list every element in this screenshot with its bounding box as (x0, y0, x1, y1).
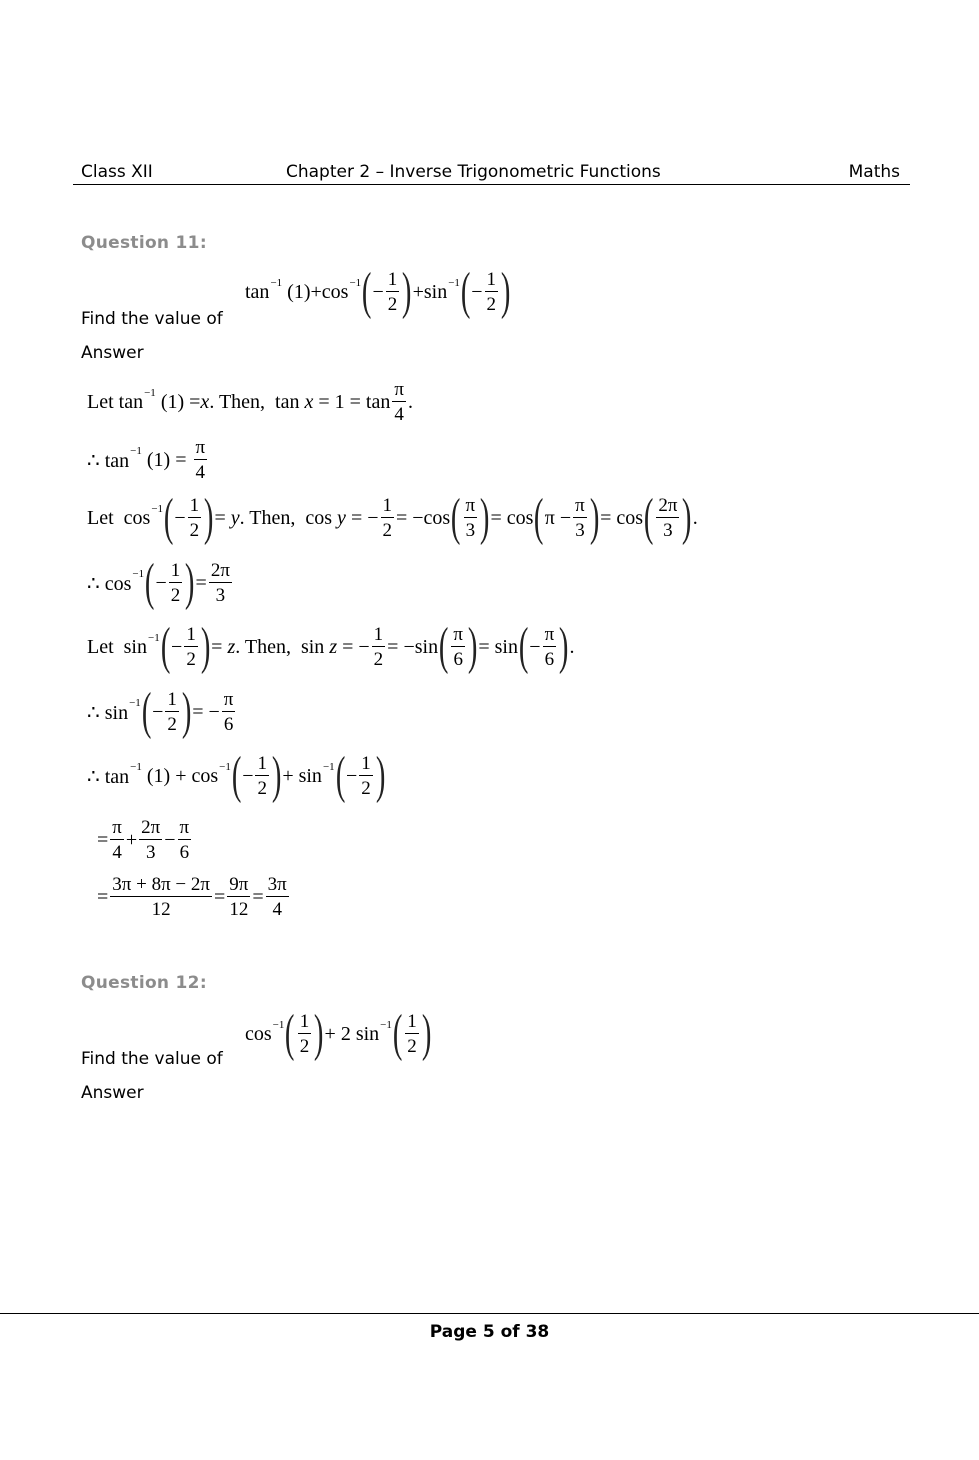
inverse-superscript: −1 (448, 277, 460, 289)
q11-answer-label: Answer (81, 343, 144, 363)
q11-step-3: Let cos −1 ( − $\frac{1}{2}$ ) = y . Then, cos y = − $\frac{1}{2}$ = −cos ( $\frac{\pi}{3}$ ) = cos ( π − $\frac{\pi}{3}$ ) = cos ( $\frac{2\pi}{3}$ ) . (87, 489, 698, 546)
q11-step-5: Let sin −1 ( − $\frac{1}{2}$ ) = z . Then, sin z = − $\frac{1}{2}$ = −sin ( $\frac{\pi}{6}$ ) = sin ( − $\frac{\pi}{6}$ ) . (87, 618, 575, 675)
plus-sign: + (310, 280, 322, 303)
q12-prompt: Find the value of (81, 1049, 223, 1069)
header-chapter: Chapter 2 – Inverse Trigonometric Functions (286, 162, 661, 182)
header-class: Class XII (81, 162, 153, 182)
paren-close: ) (402, 263, 412, 320)
page-number: Page 5 of 38 (429, 1322, 550, 1342)
q11-step-7: ∴ tan −1 (1) + cos −1 ( − $\frac{1}{2}$ ) + sin −1 ( − $\frac{1}{2}$ ) (87, 747, 386, 804)
cos-text: cos (321, 280, 349, 303)
inverse-superscript: −1 (349, 277, 362, 289)
q11-step-8: = $\frac{\pi}{4}$ + $\frac{2\pi}{3}$ − $\frac{\pi}{6}$ (97, 817, 190, 863)
question-11-title: Question 11: (81, 233, 207, 253)
inverse-superscript: −1 (270, 277, 283, 289)
fraction: $\frac{1}{2}$ (387, 269, 398, 315)
arg-text: (1) (287, 280, 311, 303)
q11-step-6: ∴ sin −1 ( − $\frac{1}{2}$ ) = − $\frac{\pi}{6}$ (87, 683, 234, 740)
minus-sign: − (471, 280, 483, 303)
q11-prompt: Find the value of (81, 309, 223, 329)
paren-open: ( (460, 263, 471, 320)
q12-expression: cos −1 ( $\frac{1}{2}$ ) + 2 sin −1 ( $\frac{1}{2}$ ) (245, 1005, 432, 1062)
plus-sign: + (412, 280, 424, 303)
paren-close: ) (500, 263, 511, 320)
q12-answer-label: Answer (81, 1083, 144, 1103)
minus-sign: − (372, 280, 384, 303)
sin-text: sin (423, 280, 448, 303)
q11-step-1: Let tan −1 (1) = x . Then, tan x = 1 = tan $\frac{\pi}{4}$ . (87, 379, 413, 425)
q11-step-4: ∴ cos −1 ( − $\frac{1}{2}$ ) = $\frac{2\pi}{3}$ (87, 554, 230, 611)
page-header (73, 160, 910, 185)
q11-expression (245, 263, 511, 320)
header-subject: Maths (848, 162, 900, 182)
tan-text: tan (245, 280, 270, 303)
q11-step-2: ∴ tan −1 (1) = $\frac{\pi}{4}$ (87, 437, 206, 483)
footer-divider (0, 1313, 979, 1314)
fraction: $\frac{1}{2}$ (486, 269, 497, 315)
q11-step-9: = $\frac{3\pi + 8\pi - 2\pi}{12}$ = $\frac{9\pi}{12}$ = $\frac{3\pi}{4}$ (97, 874, 287, 920)
paren-open: ( (362, 263, 372, 320)
question-12-title: Question 12: (81, 973, 207, 993)
